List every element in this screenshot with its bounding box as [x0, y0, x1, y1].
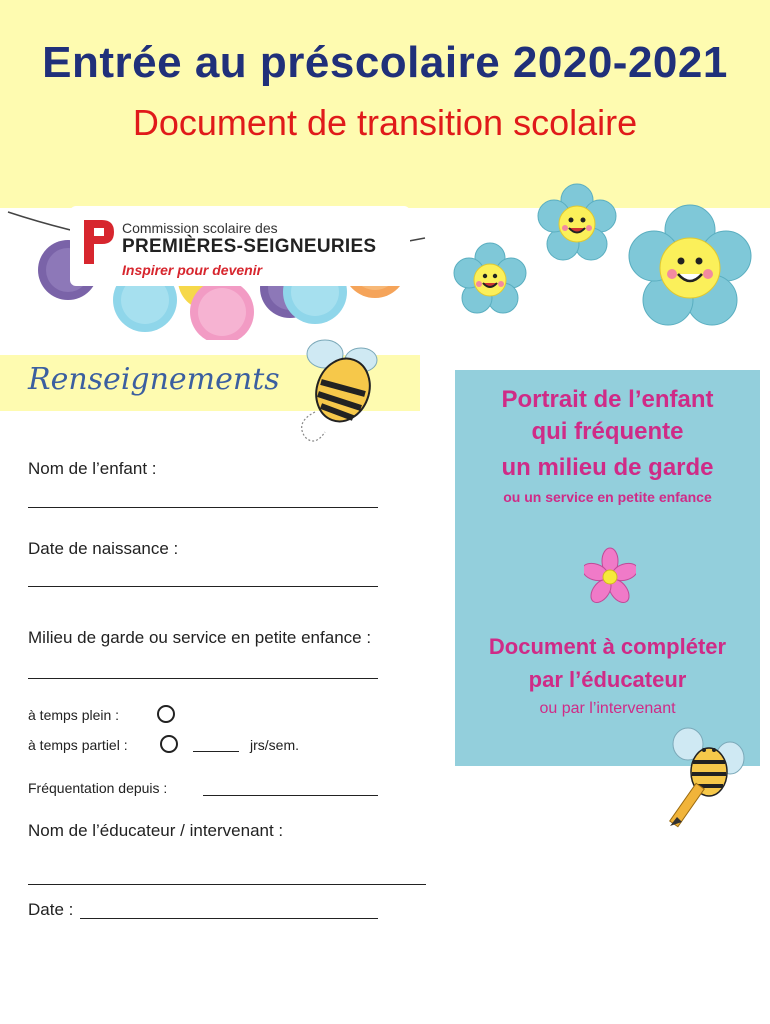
page-subtitle: Document de transition scolaire: [132, 102, 638, 143]
daycare-label: Milieu de garde ou service en petite enfance :: [28, 628, 372, 647]
child-name-field[interactable]: [28, 507, 378, 508]
date-field[interactable]: [80, 918, 378, 919]
panel-doc-line2: par l’éducateur: [528, 667, 687, 692]
logo-line3: Inspirer pour devenir: [122, 262, 263, 278]
section-title: Renseignements: [28, 362, 280, 397]
page-title: Entrée au préscolaire 2020-2021: [42, 38, 728, 87]
panel-title-line3: un milieu de garde: [501, 454, 714, 481]
panel-doc-line1: Document à compléter: [488, 634, 727, 659]
days-unit-label: jrs/sem.: [250, 737, 299, 753]
part-time-label: à temps partiel :: [28, 737, 128, 753]
since-field[interactable]: [203, 795, 378, 796]
daycare-field[interactable]: [28, 678, 378, 679]
flower-icon: [450, 176, 760, 336]
educator-field[interactable]: [28, 884, 426, 885]
educator-label: Nom de l’éducateur / intervenant :: [28, 821, 284, 840]
pink-flower-icon: [584, 546, 636, 608]
panel-subtitle: ou un service en petite enfance: [503, 489, 712, 505]
days-per-week-field[interactable]: [193, 751, 239, 752]
part-time-radio[interactable]: [160, 735, 178, 753]
logo-line2: PREMIÈRES-SEIGNEURIES: [122, 236, 377, 257]
panel-doc-line3: ou par l’intervenant: [539, 700, 676, 717]
child-name-label: Nom de l’enfant :: [28, 459, 157, 478]
panel-title-line2: qui fréquente: [531, 418, 684, 445]
full-time-label: à temps plein :: [28, 707, 120, 723]
since-label: Fréquentation depuis :: [28, 780, 168, 796]
birth-date-label: Date de naissance :: [28, 539, 179, 558]
date-label: Date :: [28, 900, 74, 919]
logo-line1: Commission scolaire des: [122, 220, 278, 236]
birth-date-field[interactable]: [28, 586, 378, 587]
bee-with-pencil-icon: [664, 722, 754, 832]
logo-icon: [80, 216, 116, 268]
panel-title-line1: Portrait de l’enfant: [501, 386, 714, 413]
bee-icon: [285, 332, 395, 452]
full-time-radio[interactable]: [157, 705, 175, 723]
